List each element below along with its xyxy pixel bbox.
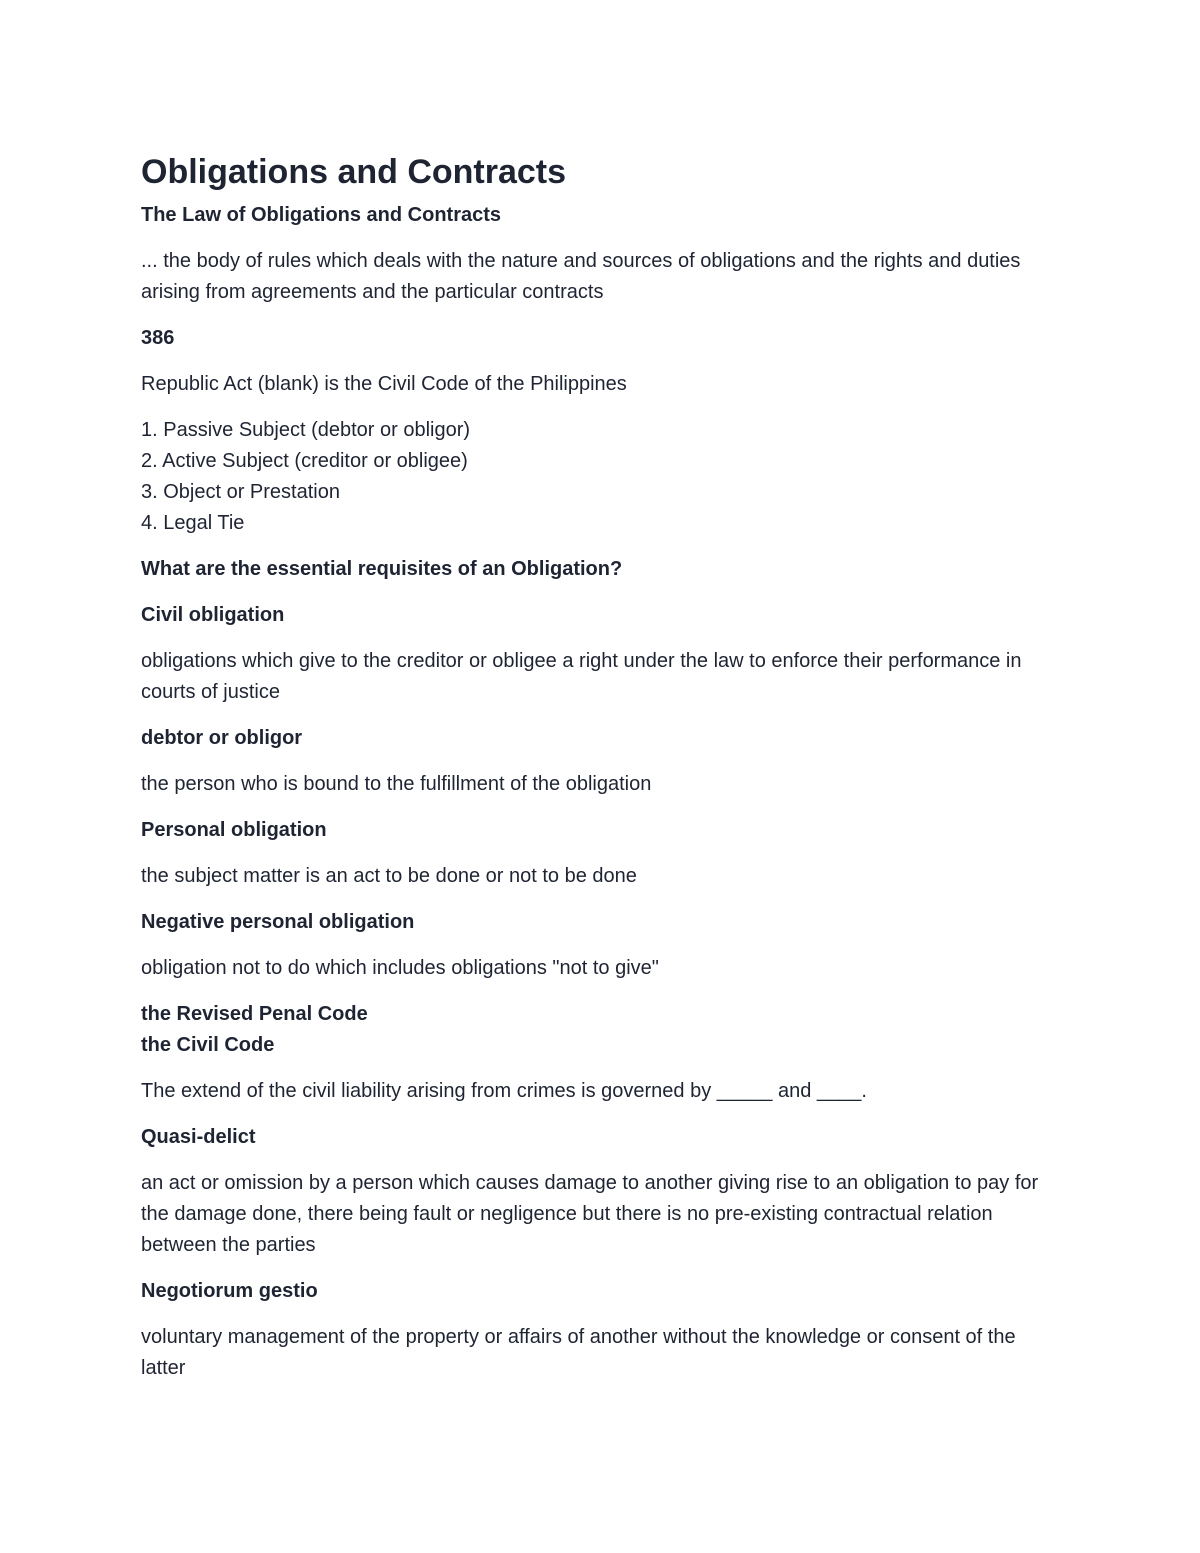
intro-paragraph: ... the body of rules which deals with the nature and sources of obligations and the rights and duties arising from agreements and the particular contracts: [141, 250, 1021, 303]
code-name: the Revised Penal Code: [141, 1003, 368, 1025]
list-item: 1. Passive Subject (debtor or obligor): [141, 419, 471, 441]
number-answer: 386: [141, 327, 175, 349]
term-definition: an act or omission by a person which causes damage to another giving rise to an obligation to pay for the damage done, there being fault or negligence but there is no pre-existing contractual relation between the parties: [141, 1172, 1039, 1256]
list-item: 2. Active Subject (creditor or obligee): [141, 450, 468, 472]
term-heading: Negative personal obligation: [141, 911, 415, 933]
term-definition: the person who is bound to the fulfillment of the obligation: [141, 773, 652, 795]
term-heading: Quasi-delict: [141, 1126, 256, 1148]
extent-question: The extend of the civil liability arising from crimes is governed by _____ and ____.: [141, 1080, 867, 1102]
document-content: [141, 148, 1061, 1399]
code-name: the Civil Code: [141, 1034, 275, 1056]
requisites-question: What are the essential requisites of an Obligation?: [141, 558, 623, 580]
document-title: Obligations and Contracts: [141, 153, 567, 191]
codes-answer: [141, 999, 1061, 1061]
term-heading: Negotiorum gestio: [141, 1280, 318, 1302]
republic-act-question: Republic Act (blank) is the Civil Code of the Philippines: [141, 373, 627, 395]
term-heading: Personal obligation: [141, 819, 327, 841]
term-definition: the subject matter is an act to be done or not to be done: [141, 865, 637, 887]
document-subtitle: The Law of Obligations and Contracts: [141, 204, 502, 226]
term-definition: obligation not to do which includes obligations "not to give": [141, 957, 659, 979]
list-item: 4. Legal Tie: [141, 512, 245, 534]
term-definition: obligations which give to the creditor or obligee a right under the law to enforce their performance in courts of justice: [141, 650, 1022, 703]
requisites-list: [141, 415, 1061, 539]
term-heading: debtor or obligor: [141, 727, 303, 749]
term-heading: Civil obligation: [141, 604, 285, 626]
term-definition: voluntary management of the property or affairs of another without the knowledge or consent of the latter: [141, 1326, 1016, 1379]
list-item: 3. Object or Prestation: [141, 481, 340, 503]
